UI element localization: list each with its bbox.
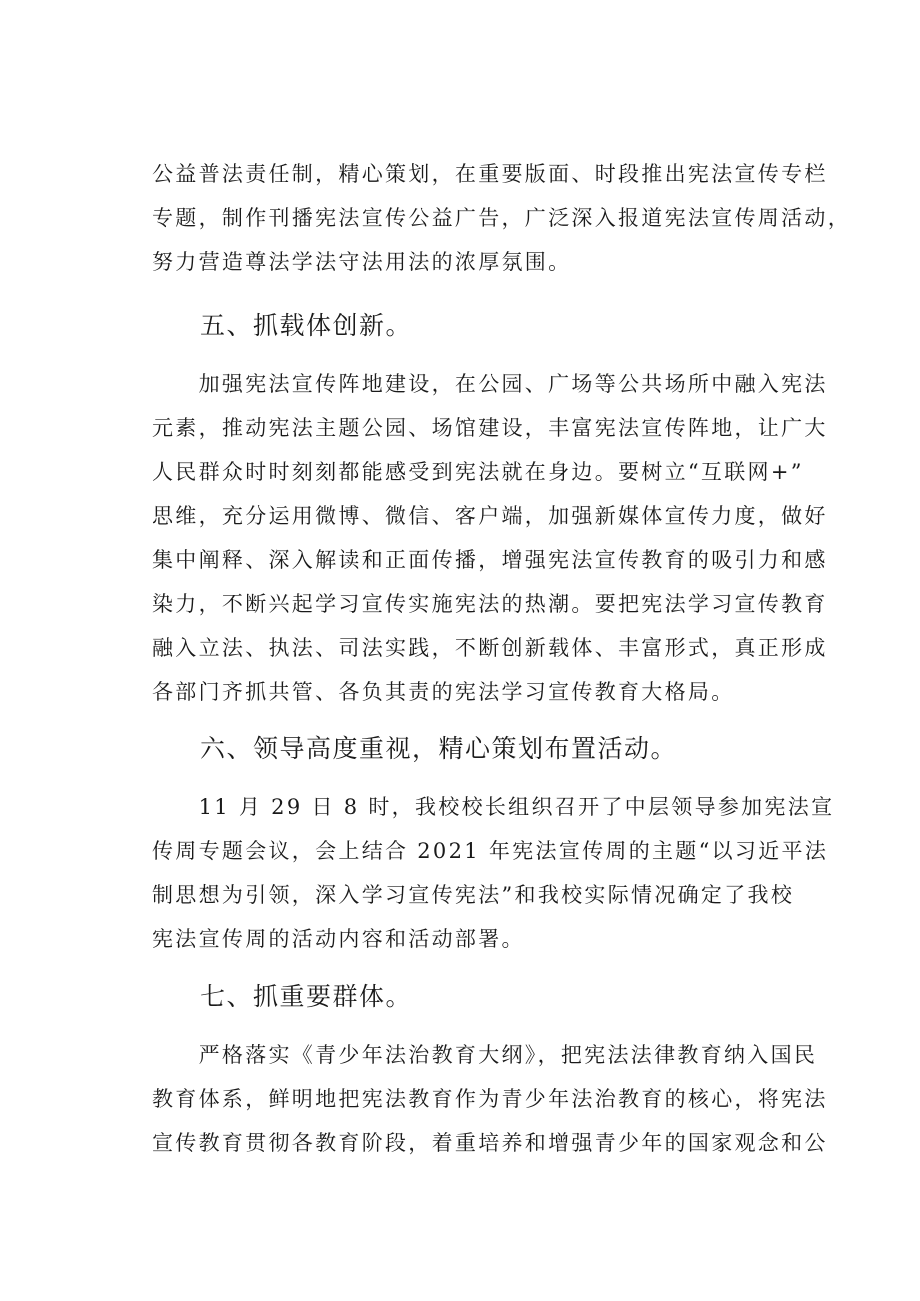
section-heading-5: 五、抓载体创新。 <box>200 311 413 340</box>
paragraph-line: 公益普法责任制，精心策划，在重要版面、时段推出宪法宣传专栏 <box>152 162 828 186</box>
paragraph-line: 制思想为引领，深入学习宣传宪法”和我校实际情况确定了我校 <box>152 883 795 907</box>
paragraph-line: 集中阐释、深入解读和正面传播，增强宪法宣传教育的吸引力和感 <box>152 548 828 572</box>
section-heading-6: 六、领导高度重视，精心策划布置活动。 <box>200 734 678 763</box>
paragraph-line: 传周专题会议，会上结合 2021 年宪法宣传周的主题“以习近平法 <box>152 839 829 863</box>
paragraph-line: 人民群众时时刻刻都能感受到宪法就在身边。要树立“互联网+” <box>152 460 804 484</box>
paragraph-line: 宣传教育贯彻各教育阶段，着重培养和增强青少年的国家观念和公 <box>152 1131 828 1155</box>
section-heading-7: 七、抓重要群体。 <box>200 982 413 1011</box>
paragraph-key-groups <box>152 1033 828 1165</box>
paragraph-carrier-innovation <box>152 362 828 714</box>
paragraph-line: 染力，不断兴起学习宣传实施宪法的热潮。要把宪法学习宣传教育 <box>152 592 828 616</box>
paragraph-line: 元素，推动宪法主题公园、场馆建设，丰富宪法宣传阵地，让广大 <box>152 416 828 440</box>
paragraph-line: 11 月 29 日 8 时，我校校长组织召开了中层领导参加宪法宣 <box>152 795 835 819</box>
paragraph-line: 融入立法、执法、司法实践，不断创新载体、丰富形式，真正形成 <box>152 636 828 660</box>
paragraph-public-welfare <box>152 152 851 284</box>
paragraph-line: 努力营造尊法学法守法用法的浓厚氛围。 <box>152 250 572 274</box>
paragraph-line: 专题，制作刊播宪法宣传公益广告，广泛深入报道宪法宣传周活动， <box>152 206 851 230</box>
paragraph-line: 各部门齐抓共管、各负其责的宪法学习宣传教育大格局。 <box>152 680 735 704</box>
paragraph-line: 思维，充分运用微博、微信、客户端，加强新媒体宣传力度，做好 <box>152 504 828 528</box>
paragraph-line: 教育体系，鲜明地把宪法教育作为青少年法治教育的核心，将宪法 <box>152 1087 828 1111</box>
paragraph-line: 严格落实《青少年法治教育大纲》，把宪法法律教育纳入国民 <box>152 1043 818 1067</box>
paragraph-leadership-meeting <box>152 785 835 961</box>
paragraph-line: 加强宪法宣传阵地建设，在公园、广场等公共场所中融入宪法 <box>152 372 828 396</box>
paragraph-line: 宪法宣传周的活动内容和活动部署。 <box>152 927 525 951</box>
